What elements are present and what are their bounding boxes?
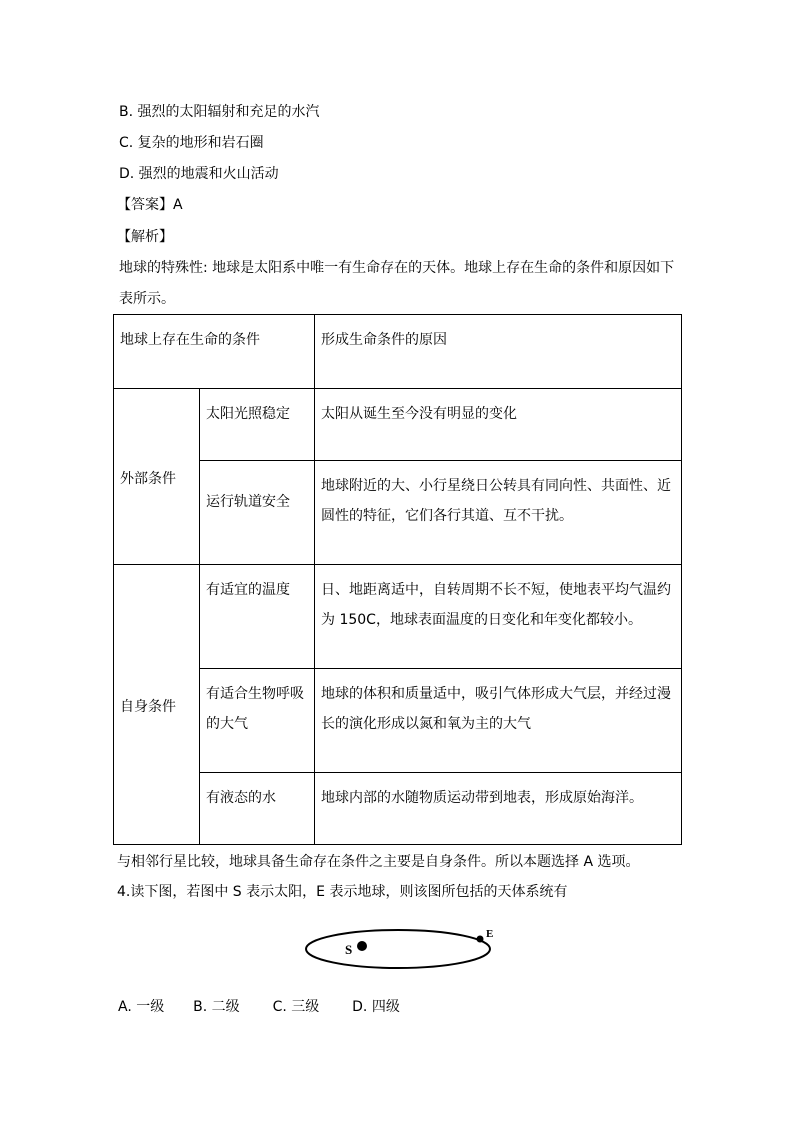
table-header-row xyxy=(114,315,682,389)
option-c: C. 三级 xyxy=(272,999,320,1015)
option-c: C. 复杂的地形和岩石圈 xyxy=(119,135,264,151)
earth-dot xyxy=(477,936,484,943)
table-row xyxy=(114,773,682,845)
conclusion-text: 与相邻行星比较，地球具备生命存在条件之主要是自身条件。所以本题选择 A 选项。 xyxy=(117,854,640,870)
analysis-intro-line-1: 地球的特殊性: 地球是太阳系中唯一有生命存在的天体。地球上存在生命的条件和原因如下 xyxy=(119,260,675,276)
header-reason: 形成生命条件的原因 xyxy=(315,315,682,389)
condition-cell: 有适宜的温度 xyxy=(200,565,315,669)
analysis-intro-line-2: 表所示。 xyxy=(119,291,175,307)
option-b: B. 二级 xyxy=(193,999,240,1015)
options-q4 xyxy=(118,997,400,1017)
reason-cell: 地球附近的大、小行星绕日公转具有同向性、共面性、近圆性的特征，它们各行其道、互不干扰。 xyxy=(315,461,682,565)
reason-cell: 地球的体积和质量适中，吸引气体形成大气层，并经过漫长的演化形成以氮和氧为主的大气 xyxy=(315,669,682,773)
orbit-diagram xyxy=(300,920,500,976)
analysis-heading: 【解析】 xyxy=(117,229,173,245)
condition-cell: 太阳光照稳定 xyxy=(200,389,315,461)
table-row xyxy=(114,389,682,461)
header-condition: 地球上存在生命的条件 xyxy=(114,315,315,389)
reason-cell: 太阳从诞生至今没有明显的变化 xyxy=(315,389,682,461)
reason-cell: 地球内部的水随物质运动带到地表，形成原始海洋。 xyxy=(315,773,682,845)
condition-cell: 运行轨道安全 xyxy=(200,461,315,565)
life-conditions-table xyxy=(113,314,682,845)
group-internal: 自身条件 xyxy=(114,565,200,845)
earth-label: E xyxy=(486,928,494,940)
orbit-ellipse xyxy=(306,930,490,968)
group-external: 外部条件 xyxy=(114,389,200,565)
answer-line: 【答案】A xyxy=(117,197,183,213)
table-row xyxy=(114,669,682,773)
reason-cell: 日、地距离适中，自转周期不长不短，使地表平均气温约为 150C，地球表面温度的日变化和年变化都较小。 xyxy=(315,565,682,669)
sun-dot xyxy=(357,941,367,951)
option-d: D. 四级 xyxy=(352,999,400,1015)
table-row xyxy=(114,565,682,669)
sun-label: S xyxy=(345,942,353,957)
option-d: D. 强烈的地震和火山活动 xyxy=(119,166,279,182)
option-b: B. 强烈的太阳辐射和充足的水汽 xyxy=(119,104,320,120)
condition-cell: 有液态的水 xyxy=(200,773,315,845)
option-a: A. 一级 xyxy=(118,999,165,1015)
table-row xyxy=(114,461,682,565)
condition-cell: 有适合生物呼吸的大气 xyxy=(200,669,315,773)
question-4: 4.读下图，若图中 S 表示太阳，E 表示地球，则该图所包括的天体系统有 xyxy=(117,884,568,900)
